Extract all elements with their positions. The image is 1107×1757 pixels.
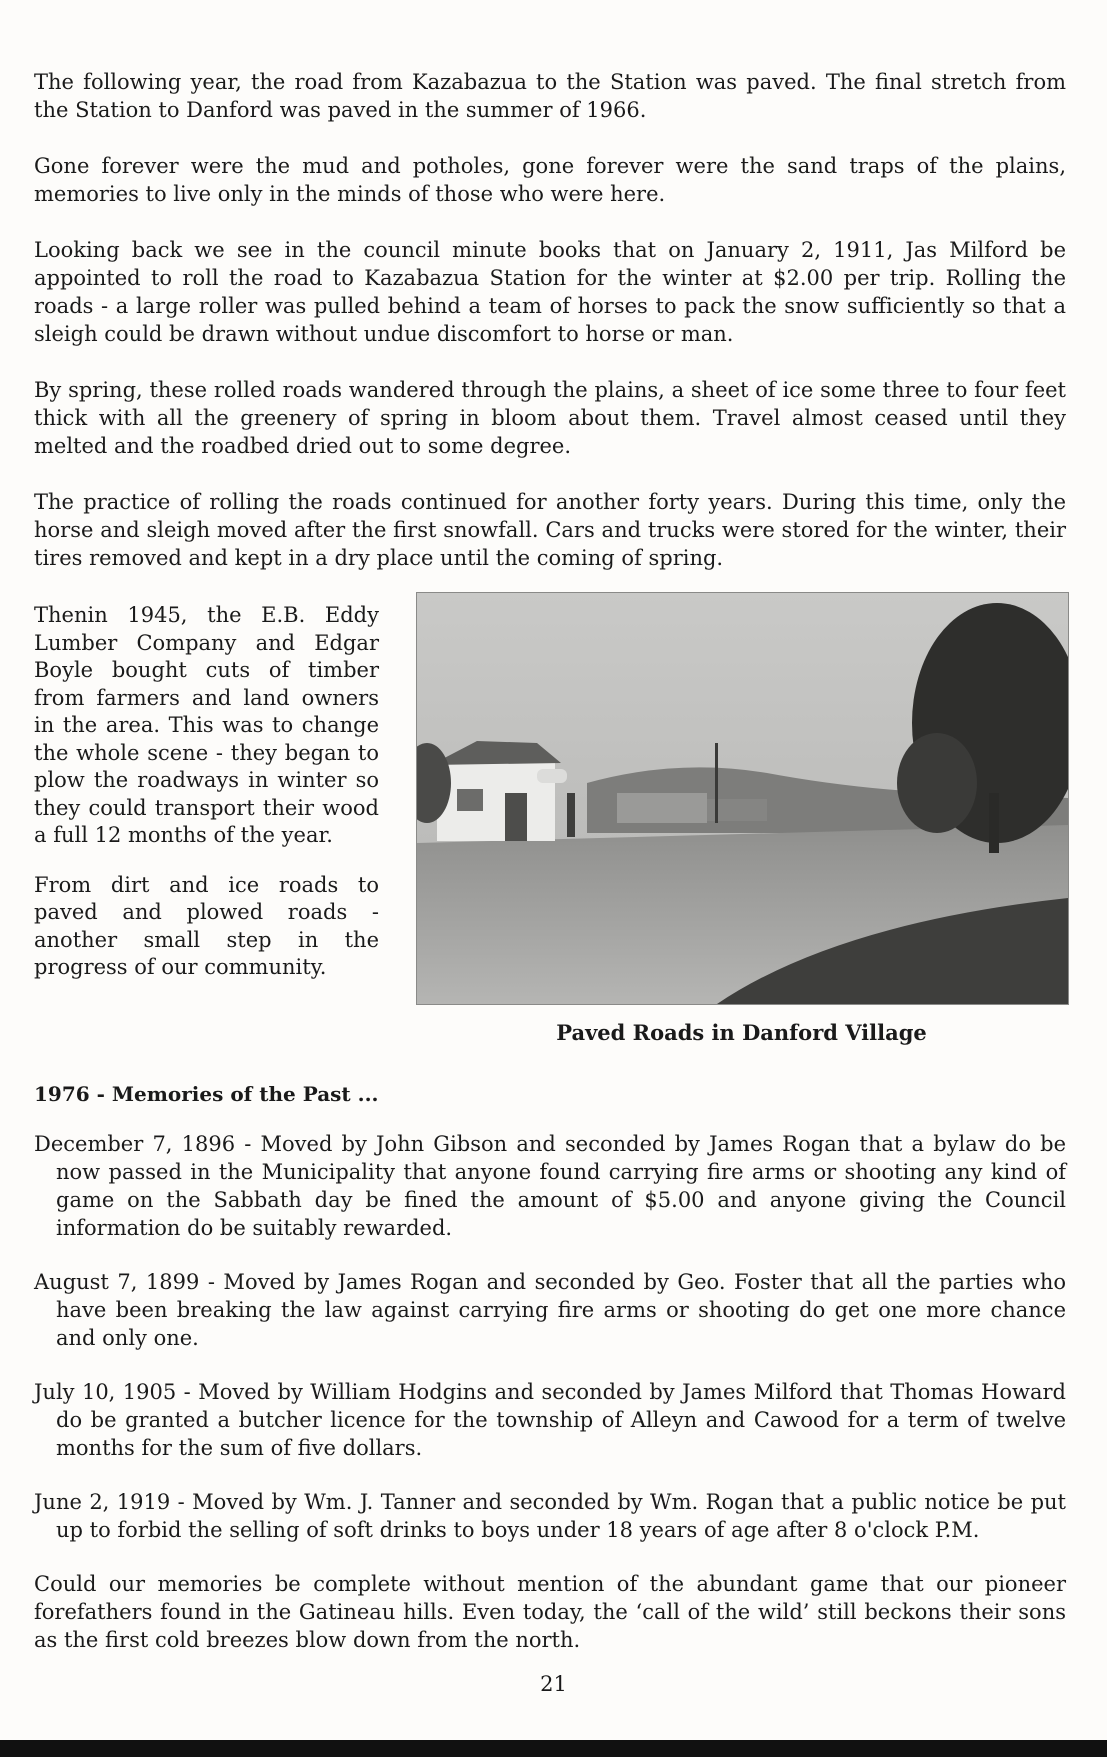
minute-entry-1896: December 7, 1896 - Moved by John Gibson and seconded by James Rogan that a bylaw do be now passed in the Municipality that anyone found carrying fire arms or shooting any kind of game on the Sabbath day be fined the amount of $5.00 and anyone giving the Council information do be suitably rewarded. <box>34 1132 1066 1240</box>
paragraph-council-minutes: Looking back we see in the council minute books that on January 2, 1911, Jas Milford be appointed to roll the road to Kazabazua Station for the winter at $2.00 per trip. Rolling the roads - a large roller was pulled behind a team of horses to pack the snow sufficiently so that a sleigh could be drawn without undue discomfort to horse or man. <box>34 238 1066 346</box>
page-number: 21 <box>540 1672 567 1696</box>
minute-entry-1919: June 2, 1919 - Moved by Wm. J. Tanner and seconded by Wm. Rogan that a public notice be put up to forbid the selling of soft drinks to boys under 18 years of age after 8 o'clock P.M. <box>34 1490 1066 1542</box>
paragraph-lumber-company: Thenin 1945, the E.B. Eddy Lumber Company and Edgar Boyle bought cuts of timber from farmers and land owners in the area. This was to change the whole scene - they began to plow the roadways in winter so they could transport their wood a full 12 months of the year. <box>34 603 379 847</box>
photo-caption: Paved Roads in Danford Village <box>556 1020 927 1045</box>
danford-village-photo <box>416 592 1069 1005</box>
paragraph-gone-forever: Gone forever were the mud and potholes, gone forever were the sand traps of the plains, memories to live only in the minds of those who were here. <box>34 154 1066 206</box>
paragraph-spring: By spring, these rolled roads wandered through the plains, a sheet of ice some three to four feet thick with all the greenery of spring in bloom about them. Travel almost ceased until they melted and the roadbed dried out to some degree. <box>34 378 1066 458</box>
scan-edge <box>0 1740 1107 1757</box>
paragraph-progress: From dirt and ice roads to paved and plowed roads - another small step in the progress of our community. <box>34 872 379 979</box>
paragraph-rolling-practice: The practice of rolling the roads continued for another forty years. During this time, only the horse and sleigh moved after the first snowfall. Cars and trucks were stored for the winter, their tires removed and kept in a dry place until the coming of spring. <box>34 490 1066 570</box>
photo-section <box>34 590 1066 1068</box>
paragraph-closing: Could our memories be complete without mention of the abundant game that our pioneer forefathers found in the Gatineau hills. Even today, the ‘call of the wild’ still beckons their sons as the first cold breezes blow down from the north. <box>34 1572 1066 1652</box>
minute-entry-1899: August 7, 1899 - Moved by James Rogan and seconded by Geo. Foster that all the parties who have been breaking the law against carrying fire arms or shooting do get one more chance and only one. <box>34 1270 1066 1350</box>
document-page <box>34 68 1066 1682</box>
section-heading: 1976 - Memories of the Past ... <box>34 1082 379 1106</box>
side-column <box>34 602 379 982</box>
paragraph-paving: The following year, the road from Kazabazua to the Station was paved. The final stretch from the Station to Danford was paved in the summer of 1966. <box>34 70 1066 122</box>
minute-entry-1905: July 10, 1905 - Moved by William Hodgins and seconded by James Milford that Thomas Howard do be granted a butcher licence for the township of Alleyn and Cawood for a term of twelve months for the sum of five dollars. <box>34 1380 1066 1460</box>
